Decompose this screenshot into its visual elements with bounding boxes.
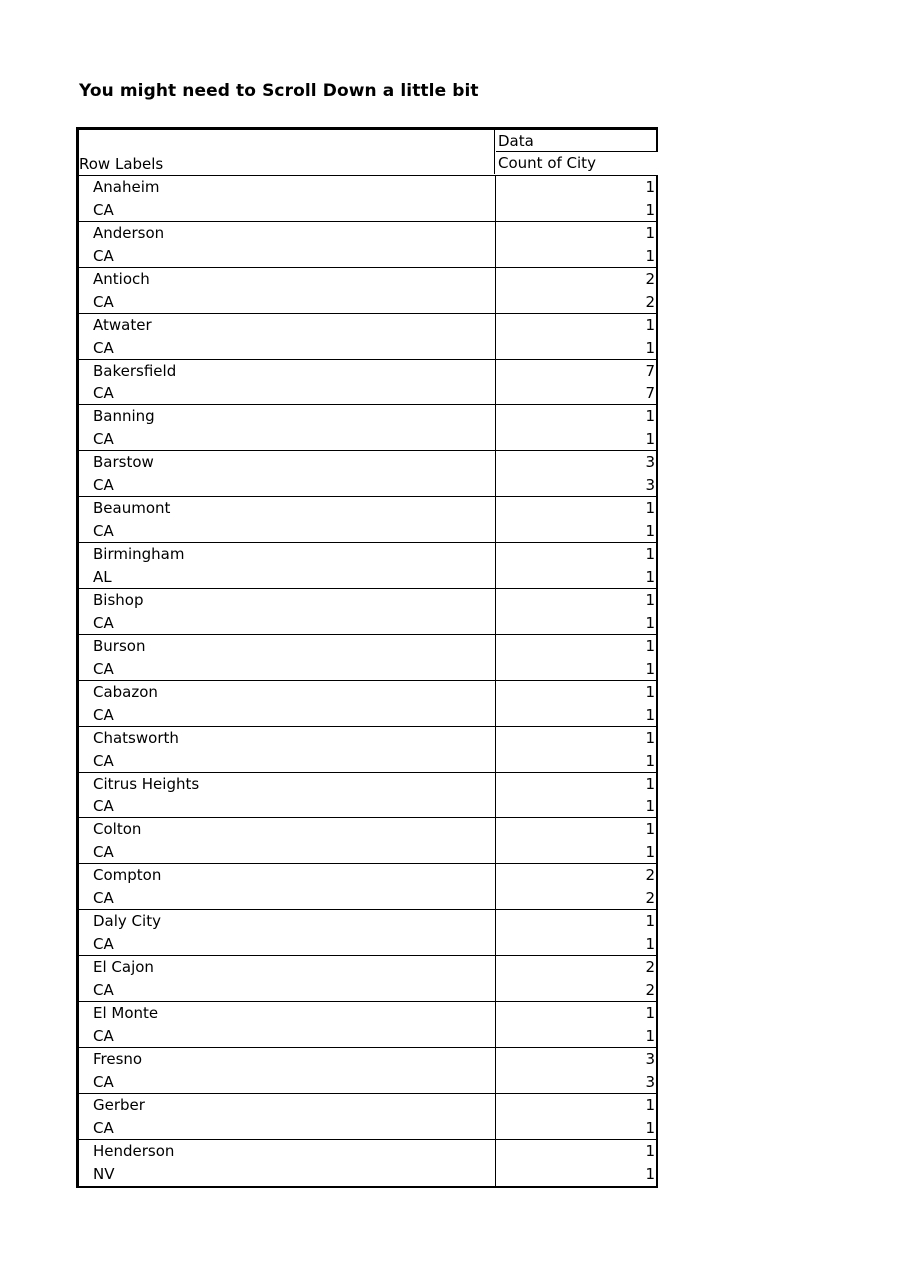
group-values (496, 176, 658, 221)
state-label[interactable]: AL (93, 568, 112, 587)
group-labels (79, 1140, 496, 1186)
state-label[interactable]: CA (93, 522, 114, 541)
state-label[interactable]: CA (93, 200, 114, 219)
pivot-group (79, 727, 658, 773)
state-count-value[interactable]: 1 (645, 659, 655, 678)
pivot-group (79, 222, 658, 268)
group-labels (79, 543, 496, 588)
count-of-city-header[interactable]: Count of City (498, 154, 596, 172)
group-values (496, 773, 658, 818)
city-label[interactable]: Anderson (93, 223, 165, 242)
group-values (496, 222, 658, 267)
group-labels (79, 222, 496, 267)
state-count-value[interactable]: 1 (645, 246, 655, 265)
city-label[interactable]: Colton (93, 820, 142, 839)
state-count-value[interactable]: 1 (645, 613, 655, 632)
state-count-value[interactable]: 1 (645, 338, 655, 357)
state-label[interactable]: CA (93, 246, 114, 265)
state-count-value[interactable]: 2 (645, 889, 655, 908)
city-label[interactable]: El Monte (93, 1004, 159, 1023)
city-count-value[interactable]: 3 (645, 1049, 655, 1068)
state-label[interactable]: CA (93, 981, 114, 1000)
state-count-value[interactable]: 1 (645, 797, 655, 816)
group-values (496, 497, 658, 542)
city-label[interactable]: Banning (93, 407, 155, 426)
city-label[interactable]: Beaumont (93, 499, 171, 518)
state-count-value[interactable]: 1 (645, 430, 655, 449)
state-label[interactable]: CA (93, 476, 114, 495)
group-labels (79, 681, 496, 726)
state-label[interactable]: CA (93, 935, 114, 954)
pivot-group (79, 1140, 658, 1186)
group-values (496, 314, 658, 359)
group-labels (79, 314, 496, 359)
data-header[interactable]: Data (496, 130, 658, 152)
city-count-value[interactable]: 1 (645, 1141, 655, 1160)
pivot-group (79, 405, 658, 451)
state-label[interactable]: CA (93, 1072, 114, 1091)
city-label[interactable]: Burson (93, 636, 146, 655)
state-count-value[interactable]: 1 (645, 1164, 655, 1183)
state-count-value[interactable]: 1 (645, 705, 655, 724)
city-count-value[interactable]: 2 (645, 269, 655, 288)
group-values (496, 727, 658, 772)
pivot-group (79, 1048, 658, 1094)
state-count-value[interactable]: 1 (645, 843, 655, 862)
city-count-value[interactable]: 1 (645, 499, 655, 518)
state-count-value[interactable]: 2 (645, 981, 655, 1000)
state-count-value[interactable]: 7 (645, 384, 655, 403)
city-count-value[interactable]: 1 (645, 315, 655, 334)
group-labels (79, 773, 496, 818)
page-title: You might need to Scroll Down a little bit (79, 81, 479, 101)
state-count-value[interactable]: 1 (645, 751, 655, 770)
state-label[interactable]: CA (93, 338, 114, 357)
group-values (496, 1002, 658, 1047)
group-labels (79, 864, 496, 909)
group-labels (79, 727, 496, 772)
group-labels (79, 1094, 496, 1139)
state-count-value[interactable]: 1 (645, 1118, 655, 1137)
city-label[interactable]: Daly City (93, 912, 161, 931)
state-label[interactable]: CA (93, 1118, 114, 1137)
city-label[interactable]: Bishop (93, 591, 144, 610)
state-count-value[interactable]: 1 (645, 1026, 655, 1045)
pivot-group (79, 773, 658, 819)
group-labels (79, 360, 496, 405)
pivot-group (79, 956, 658, 1002)
group-labels (79, 497, 496, 542)
group-values (496, 1140, 658, 1186)
group-values (496, 451, 658, 496)
group-values (496, 1048, 658, 1093)
pivot-group (79, 1002, 658, 1048)
city-count-value[interactable]: 1 (645, 682, 655, 701)
group-labels (79, 1048, 496, 1093)
state-label[interactable]: CA (93, 843, 114, 862)
city-count-value[interactable]: 1 (645, 636, 655, 655)
group-labels (79, 176, 496, 221)
pivot-group (79, 589, 658, 635)
city-label[interactable]: Birmingham (93, 545, 185, 564)
group-values (496, 543, 658, 588)
group-values (496, 681, 658, 726)
pivot-header (79, 130, 658, 176)
city-count-value[interactable]: 1 (645, 178, 655, 196)
city-label[interactable]: Citrus Heights (93, 774, 200, 793)
state-label[interactable]: CA (93, 384, 114, 403)
group-values (496, 864, 658, 909)
city-label[interactable]: Antioch (93, 269, 150, 288)
group-values (496, 1094, 658, 1139)
city-count-value[interactable]: 1 (645, 407, 655, 426)
pivot-group (79, 497, 658, 543)
city-count-value[interactable]: 1 (645, 223, 655, 242)
group-values (496, 589, 658, 634)
row-labels-header: Row Labels (79, 155, 164, 173)
group-labels (79, 405, 496, 450)
city-count-value[interactable]: 1 (645, 591, 655, 610)
city-label[interactable]: Atwater (93, 315, 152, 334)
city-count-value[interactable]: 2 (645, 958, 655, 977)
city-label[interactable]: El Cajon (93, 958, 154, 977)
city-count-value[interactable]: 7 (645, 361, 655, 380)
group-labels (79, 268, 496, 313)
group-values (496, 818, 658, 863)
state-label[interactable]: CA (93, 430, 114, 449)
pivot-group (79, 818, 658, 864)
state-label[interactable]: CA (93, 613, 114, 632)
group-values (496, 268, 658, 313)
state-count-value[interactable]: 3 (645, 476, 655, 495)
group-values (496, 910, 658, 955)
city-count-value[interactable]: 1 (645, 545, 655, 564)
city-label[interactable]: Anaheim (93, 178, 160, 196)
pivot-group (79, 314, 658, 360)
city-count-value[interactable]: 1 (645, 912, 655, 931)
state-label[interactable]: NV (93, 1164, 115, 1183)
group-labels (79, 451, 496, 496)
group-labels (79, 818, 496, 863)
state-label[interactable]: CA (93, 751, 114, 770)
pivot-body (79, 176, 658, 1186)
state-label[interactable]: CA (93, 659, 114, 678)
city-label[interactable]: Chatsworth (93, 728, 179, 747)
city-count-value[interactable]: 3 (645, 453, 655, 472)
state-label[interactable]: CA (93, 1026, 114, 1045)
state-count-value[interactable]: 1 (645, 568, 655, 587)
state-count-value[interactable]: 3 (645, 1072, 655, 1091)
state-label[interactable]: CA (93, 705, 114, 724)
city-count-value[interactable]: 1 (645, 1004, 655, 1023)
city-count-value[interactable]: 1 (645, 820, 655, 839)
city-label[interactable]: Cabazon (93, 682, 158, 701)
pivot-group (79, 176, 658, 222)
state-count-value[interactable]: 1 (645, 935, 655, 954)
city-label[interactable]: Gerber (93, 1095, 145, 1114)
city-count-value[interactable]: 2 (645, 866, 655, 885)
pivot-group (79, 451, 658, 497)
group-values (496, 360, 658, 405)
group-labels (79, 910, 496, 955)
state-count-value[interactable]: 1 (645, 200, 655, 219)
city-label[interactable]: Barstow (93, 453, 154, 472)
city-label[interactable]: Bakersfield (93, 361, 177, 380)
state-label[interactable]: CA (93, 889, 114, 908)
state-label[interactable]: CA (93, 292, 114, 311)
group-values (496, 405, 658, 450)
group-labels (79, 1002, 496, 1047)
city-label[interactable]: Fresno (93, 1049, 143, 1068)
state-label[interactable]: CA (93, 797, 114, 816)
pivot-group (79, 681, 658, 727)
city-label[interactable]: Compton (93, 866, 162, 885)
row-labels-header-cell[interactable] (79, 129, 495, 174)
pivot-group (79, 910, 658, 956)
pivot-group (79, 543, 658, 589)
pivot-group (79, 268, 658, 314)
state-count-value[interactable]: 2 (645, 292, 655, 311)
group-values (496, 956, 658, 1001)
pivot-table (76, 127, 658, 1188)
city-label[interactable]: Henderson (93, 1141, 175, 1160)
pivot-group (79, 1094, 658, 1140)
state-count-value[interactable]: 1 (645, 522, 655, 541)
city-count-value[interactable]: 1 (645, 774, 655, 793)
pivot-group (79, 864, 658, 910)
city-count-value[interactable]: 1 (645, 1095, 655, 1114)
group-labels (79, 589, 496, 634)
group-values (496, 635, 658, 680)
group-labels (79, 635, 496, 680)
pivot-group (79, 635, 658, 681)
city-count-value[interactable]: 1 (645, 728, 655, 747)
group-labels (79, 956, 496, 1001)
pivot-group (79, 360, 658, 406)
